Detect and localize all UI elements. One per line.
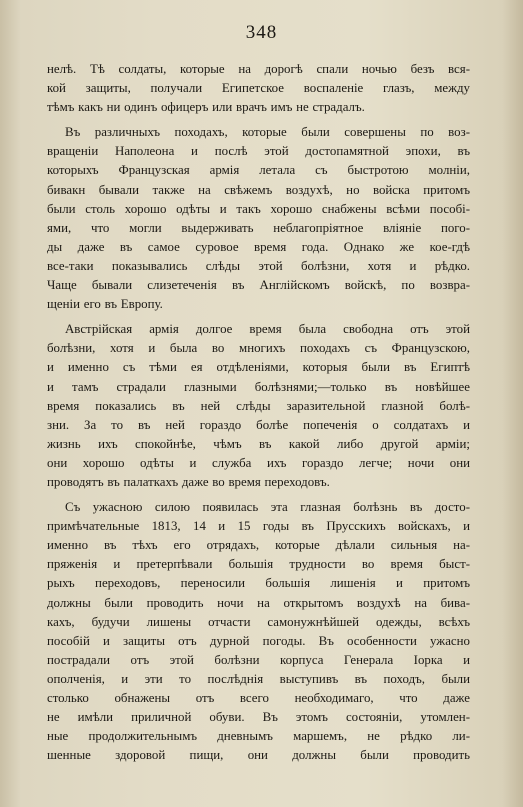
text-line: пособій и защиты отъ дурной погоды. Въ особенности ужасно [47,633,470,648]
text-line: Въ различныхъ походахъ, которые были совершены по воз- [65,125,470,140]
text-line: вращеніи Наполеона и послѣ этой достопамятной эпохи, въ [47,144,470,159]
text-line: Австрійская армія долгое время была свободна отъ этой [65,322,470,337]
text-line: и тамъ страдали глазными болѣзнями;—только въ новѣйшее [47,379,470,394]
text-line: должны были проводить ночи на открытомъ воздухѣ на бива- [47,595,470,610]
text-line: нелѣ. Тѣ солдаты, которые на дорогѣ спали ночью безъ вся- [47,62,470,76]
text-line: ные продолжительнымъ дневнымъ маршемъ, не рѣдко ли- [47,729,470,744]
text-line: столько обнажены отъ всего необходимаго, что даже [47,691,470,705]
text-line: кой защиты, получали Египетское воспаленіе глазъ, между [47,81,470,96]
paragraph-4 [47,498,470,765]
paragraph-2 [47,123,470,314]
text-line: которыхъ Французская армія летала съ быстротою молніи, [47,163,470,178]
text-line: жизнь ихъ спокойнѣе, чѣмъ въ какой либо другой арміи; [47,436,470,451]
text-line: пострадали отъ этой болѣзни корпуса Генерала Іорка и [47,652,470,667]
text-line: время показались въ ней слѣды заразительной глазной болѣ- [47,398,470,413]
text-line: и именно съ тѣми ея отдѣленіями, которыя были въ Египтѣ [47,360,470,375]
text-line: ями, что могли выдерживать неблагопріятное вліяніе пого- [47,220,470,235]
text-line: Съ ужасною силою появилась эта глазная болѣзнь въ досто- [65,500,470,515]
text-line: кахъ, будучи лишены отчасти самонужнѣйшей одежды, всѣхъ [47,614,470,629]
text-line: все-таки показывались слѣды этой болѣзни, хотя и рѣдко. [47,258,470,273]
text-line: пряженія и претерпѣвали большія трудности во время быст- [47,557,470,572]
text-line: рыхъ переходовъ, переносили большія лишенія и притомъ [47,576,470,591]
text-line: болѣзни, хотя и была во многихъ походахъ съ Французскою, [47,341,470,356]
text-line: зни. За то въ ней гораздо болѣе попеченія о солдатахъ и [47,417,470,432]
body-text [47,60,470,765]
text-line: проводятъ въ палаткахъ даже во время переходовъ. [47,474,330,489]
text-line: Чаще бывали слизетеченія въ Англійскомъ войскѣ, по возвра- [47,278,470,293]
text-line: ополченія, и эти то послѣднія выступивъ въ походъ, были [47,671,470,686]
text-line: именно въ тѣхъ его отрядахъ, которые дѣлали сильныя на- [47,538,470,553]
text-line: шенные здоровой пищи, они должны были проводить [47,748,470,763]
text-line: примѣчательные 1813, 14 и 15 годы въ Прусскихъ войскахъ, и [47,519,470,534]
text-line: они хорошо одѣты и служба ихъ гораздо легче; ночи они [47,455,470,470]
text-line: были столь хорошо одѣты и такъ хорошо снабжены всѣми пособі- [47,201,470,216]
text-line: не имѣли приличной обуви. Въ этомъ состояніи, утомлен- [47,710,470,725]
page-number: 348 [245,22,278,43]
text-line: щеніи его въ Европу. [47,297,163,312]
text-line: тѣмъ какъ ни одинъ офицеръ или врачъ имъ не страдалъ. [47,100,365,115]
paragraph-1 [47,60,470,117]
text-line: ды даже въ самое суровое время года. Однако же кое-гдѣ [47,239,470,254]
paragraph-3 [47,320,470,492]
text-line: бивакн бывали также на свѣжемъ воздухѣ, но войска притомъ [47,182,470,197]
